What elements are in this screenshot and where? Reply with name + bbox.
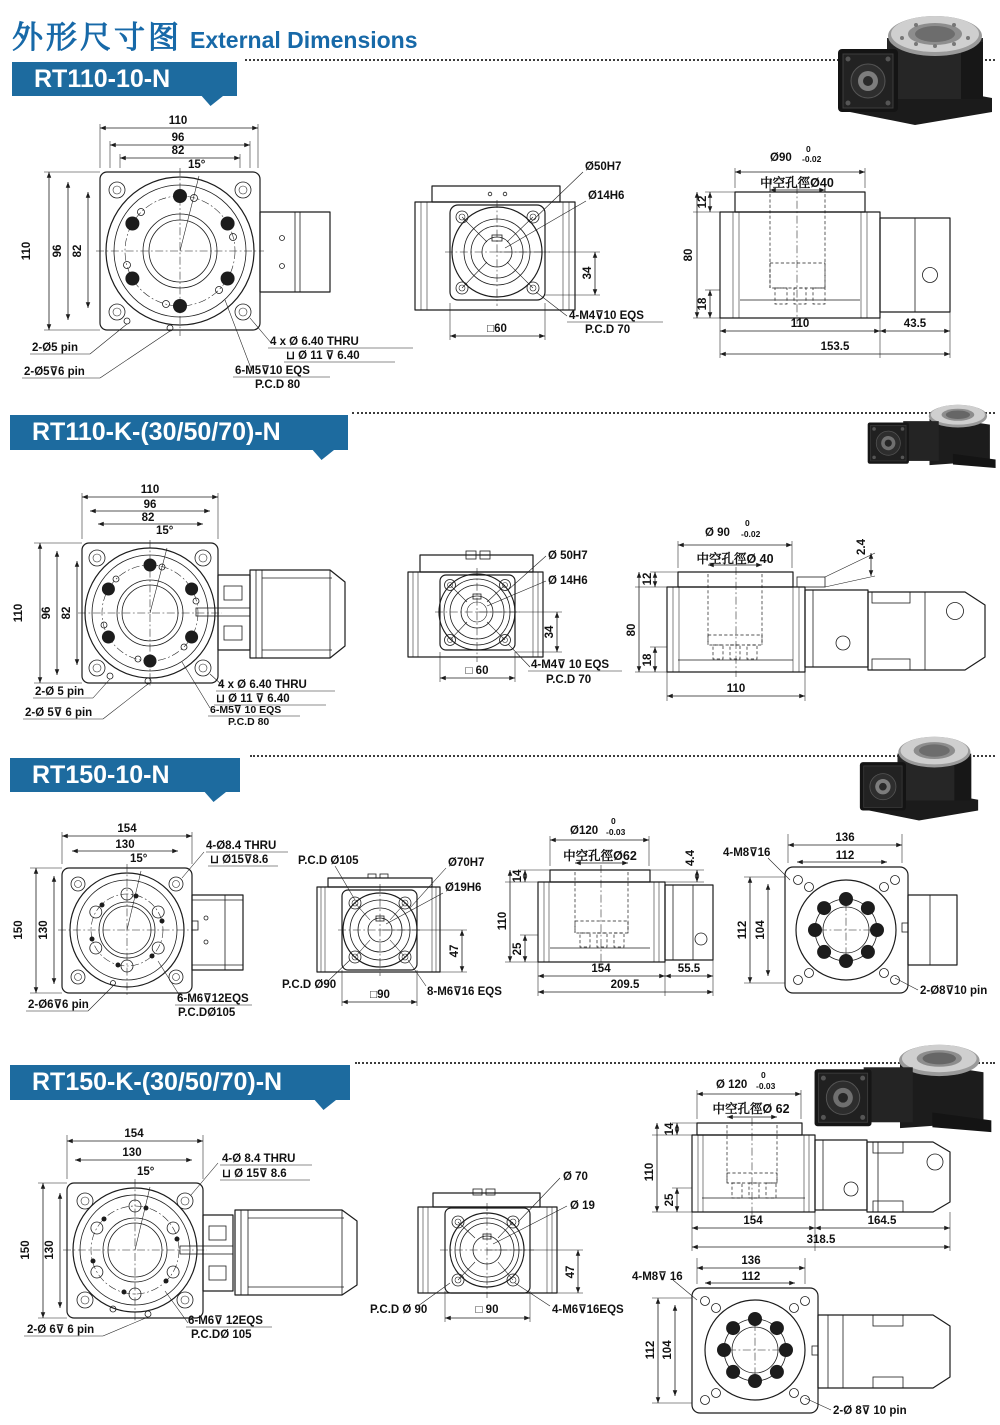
dim-130: 130 bbox=[122, 1147, 142, 1159]
dim-sq60: □ 60 bbox=[465, 665, 489, 677]
label-dia-70: Ø 70 bbox=[563, 1171, 588, 1183]
s1-front-labels bbox=[21, 115, 360, 391]
dim-12: 12 bbox=[697, 195, 709, 209]
dim-25: 25 bbox=[512, 942, 524, 956]
tol-hi: 0 bbox=[761, 1070, 766, 1080]
label-eqs1: 6-M6⊽ 12EQS bbox=[188, 1315, 263, 1327]
dim-sq60: □60 bbox=[487, 323, 507, 335]
banner-tail bbox=[197, 96, 223, 106]
dim-110b: 110 bbox=[790, 318, 810, 330]
dim-130: 130 bbox=[115, 839, 135, 851]
dim-110: 110 bbox=[644, 1162, 656, 1182]
s4-front-geometry bbox=[63, 1179, 357, 1321]
s1-side-geometry bbox=[720, 186, 950, 324]
dim-154b: 154 bbox=[743, 1215, 763, 1227]
label-4m8: 4-M8⊽ 16 bbox=[632, 1271, 683, 1283]
dim-height-110: 110 bbox=[13, 603, 25, 623]
dim-14: 14 bbox=[664, 1122, 676, 1136]
label-pin1: 2-Ø 5 pin bbox=[35, 686, 85, 698]
dim-angle-15: 15° bbox=[130, 853, 148, 865]
dim-dia-120: Ø120 bbox=[570, 825, 599, 837]
s4-mid-geometry bbox=[418, 1189, 557, 1298]
label-4m8: 4-M8⊽16 bbox=[723, 847, 771, 859]
dim-80: 80 bbox=[683, 248, 695, 262]
dim-150: 150 bbox=[13, 920, 25, 940]
s3-side-geometry bbox=[538, 865, 713, 968]
label-thru2: ⊔ Ø15⊽8.6 bbox=[210, 854, 269, 866]
dim-318-5: 318.5 bbox=[806, 1234, 836, 1246]
dim-55-5: 55.5 bbox=[677, 963, 701, 975]
rt150-k-bottom-view bbox=[360, 1148, 640, 1328]
section3-header bbox=[10, 758, 240, 792]
dim-height-82: 82 bbox=[61, 606, 73, 620]
rt150-k-back-view bbox=[628, 1250, 1000, 1425]
section4-header bbox=[10, 1065, 350, 1100]
label-dia-50h7: Ø50H7 bbox=[585, 161, 622, 173]
dim-width-110: 110 bbox=[140, 484, 160, 496]
label-thru2: ⊔ Ø 11 ⊽ 6.40 bbox=[286, 350, 360, 362]
s3-mid-geometry bbox=[317, 874, 440, 976]
label-pcd-90: P.C.D Ø90 bbox=[282, 979, 337, 991]
rt150-10-n-bottom-view bbox=[280, 838, 525, 1023]
dim-164-5: 164.5 bbox=[867, 1215, 897, 1227]
label-eqs2: P.C.DØ105 bbox=[178, 1007, 236, 1019]
label-pin: 2-Ø6⊽6 pin bbox=[28, 999, 89, 1011]
dim-136: 136 bbox=[835, 832, 855, 844]
dim-width-96: 96 bbox=[171, 132, 185, 144]
label-thru2: ⊔ Ø 11 ⊽ 6.40 bbox=[216, 693, 290, 705]
dim-dia-90: Ø 90 bbox=[705, 527, 730, 539]
dim-112: 112 bbox=[741, 1271, 761, 1283]
label-thru1: 4-Ø 8.4 THRU bbox=[222, 1153, 296, 1165]
dim-136: 136 bbox=[741, 1255, 761, 1267]
s3-back-labels bbox=[723, 832, 987, 997]
banner-tail bbox=[308, 450, 334, 460]
dim-angle-15: 15° bbox=[137, 1166, 155, 1178]
dim-width-110: 110 bbox=[168, 115, 188, 127]
dim-34: 34 bbox=[582, 266, 594, 280]
label-pcd-90: P.C.D Ø 90 bbox=[370, 1304, 428, 1316]
s1-mid-geometry bbox=[415, 186, 575, 310]
product-photo-rt150-10-n bbox=[838, 726, 1000, 822]
dim-12: 12 bbox=[642, 572, 654, 586]
rt110-k-front-view bbox=[10, 478, 395, 743]
product-photo-rt110-k bbox=[862, 380, 997, 485]
dim-110: 110 bbox=[497, 911, 509, 931]
dim-width-96: 96 bbox=[143, 499, 157, 511]
s4-side-labels bbox=[644, 1070, 897, 1246]
page-title bbox=[12, 12, 418, 57]
label-pin2: 2-Ø 5⊽ 6 pin bbox=[25, 707, 93, 719]
label-pin: 2-Ø 6⊽ 6 pin bbox=[27, 1324, 95, 1336]
label-thru1: 4 x Ø 6.40 THRU bbox=[270, 336, 359, 348]
rt150-10-n-front-view bbox=[10, 818, 300, 1028]
dim-154: 154 bbox=[124, 1128, 144, 1140]
label-pin: 2-Ø8⊽10 pin bbox=[920, 985, 988, 997]
dim-sq90: □ 90 bbox=[475, 1304, 499, 1316]
dim-80: 80 bbox=[626, 623, 638, 637]
label-pcd-70: P.C.D 70 bbox=[546, 674, 592, 686]
dim-height-82: 82 bbox=[72, 244, 84, 258]
label-dia-14h6: Ø 14H6 bbox=[548, 575, 588, 587]
page-title-zh: 外形尺寸图 bbox=[12, 20, 182, 55]
s3-side-labels bbox=[497, 816, 701, 991]
tol-lo: -0.02 bbox=[741, 529, 761, 539]
s1-front-geometry bbox=[96, 168, 330, 336]
rt110-k-side-view bbox=[625, 505, 1000, 710]
label-thru1: 4 x Ø 6.40 THRU bbox=[218, 679, 307, 691]
s3-front-geometry bbox=[58, 864, 243, 996]
label-dia-19: Ø 19 bbox=[570, 1200, 595, 1212]
dim-112v: 112 bbox=[737, 920, 749, 940]
tol-lo: -0.03 bbox=[606, 827, 626, 837]
dim-209-5: 209.5 bbox=[610, 979, 640, 991]
section2-header bbox=[10, 415, 348, 450]
dim-104: 104 bbox=[662, 1340, 674, 1360]
tol-hi: 0 bbox=[611, 816, 616, 826]
dim-130v: 130 bbox=[38, 920, 50, 940]
label-8m6-eqs: 8-M6⊽16 EQS bbox=[427, 986, 502, 998]
label-eqs2: P.C.D 80 bbox=[228, 716, 270, 728]
product-photo-rt110-10-n bbox=[830, 2, 1000, 127]
banner-tail bbox=[200, 792, 226, 802]
dim-dia-90: Ø90 bbox=[770, 152, 792, 164]
dim-dia-120: Ø 120 bbox=[716, 1079, 748, 1091]
rt110-k-bottom-view bbox=[400, 540, 635, 705]
page-title-en: External Dimensions bbox=[190, 27, 418, 53]
tol-lo: -0.03 bbox=[756, 1081, 776, 1091]
label-pin2: 2-Ø5⊽6 pin bbox=[24, 366, 85, 378]
s4-back-geometry bbox=[692, 1288, 950, 1413]
section1-header-label: RT110-10-N bbox=[34, 64, 171, 93]
label-dia-14h6: Ø14H6 bbox=[588, 190, 625, 202]
dim-110b: 110 bbox=[726, 683, 746, 695]
dim-sq90: □90 bbox=[370, 989, 390, 1001]
section1-header bbox=[12, 62, 237, 96]
banner-tail bbox=[310, 1100, 336, 1110]
dim-width-82: 82 bbox=[141, 512, 155, 524]
label-thru2: ⊔ Ø 15⊽ 8.6 bbox=[222, 1168, 287, 1180]
label-hollow-bore-40: 中空孔徑Ø40 bbox=[760, 176, 834, 190]
section3-header-label: RT150-10-N bbox=[32, 760, 170, 789]
label-hollow-bore-62: 中空孔徑Ø62 bbox=[563, 849, 637, 863]
s4-side-dims bbox=[652, 1090, 950, 1251]
label-pcd-105: P.C.D Ø105 bbox=[298, 855, 359, 867]
section2-header-label: RT110-K-(30/50/70)-N bbox=[32, 418, 281, 446]
label-eqs1: 6-M6⊽12EQS bbox=[177, 993, 249, 1005]
dim-104: 104 bbox=[755, 920, 767, 940]
dim-angle-15: 15° bbox=[188, 159, 206, 171]
label-pin: 2-Ø 8⊽ 10 pin bbox=[833, 1405, 907, 1417]
dim-18: 18 bbox=[697, 297, 709, 311]
dim-47: 47 bbox=[565, 1265, 577, 1279]
dim-18: 18 bbox=[642, 653, 654, 667]
label-eqs1: 6-M5⊽10 EQS bbox=[235, 365, 310, 377]
label-4m6-eqs: 4-M6⊽16EQS bbox=[552, 1304, 624, 1316]
label-dia-19h6: Ø19H6 bbox=[445, 882, 482, 894]
label-thru1: 4-Ø8.4 THRU bbox=[206, 840, 277, 852]
rt150-k-front-view bbox=[10, 1123, 380, 1353]
s2-mid-geometry bbox=[408, 551, 543, 662]
dim-4-4: 4.4 bbox=[685, 850, 697, 866]
dim-154: 154 bbox=[117, 823, 137, 835]
dim-43-5: 43.5 bbox=[903, 318, 927, 330]
label-pcd-70: P.C.D 70 bbox=[585, 324, 631, 336]
label-hollow-bore-62: 中空孔徑Ø 62 bbox=[712, 1102, 790, 1116]
label-dia-70h7: Ø70H7 bbox=[448, 857, 485, 869]
dim-2-4: 2.4 bbox=[856, 539, 868, 555]
dim-34: 34 bbox=[544, 625, 556, 639]
label-pin1: 2-Ø5 pin bbox=[32, 342, 79, 354]
rt150-10-n-side-view bbox=[498, 813, 750, 998]
s3-front-labels bbox=[13, 823, 276, 1019]
tol-hi: 0 bbox=[806, 144, 811, 154]
dim-150: 150 bbox=[20, 1240, 32, 1260]
s2-side-geometry bbox=[667, 567, 985, 677]
rt110-10-n-bottom-view bbox=[395, 148, 695, 393]
section4-header-label: RT150-K-(30/50/70)-N bbox=[32, 1068, 283, 1096]
label-eqs1: 6-M5⊽ 10 EQS bbox=[210, 704, 282, 716]
label-hollow-bore-40: 中空孔徑Ø 40 bbox=[696, 552, 774, 566]
label-dia-50h7: Ø 50H7 bbox=[548, 550, 588, 562]
tol-lo: -0.02 bbox=[802, 154, 822, 164]
rt150-k-side-view bbox=[628, 1068, 1000, 1253]
label-m4-eqs: 4-M4⊽10 EQS bbox=[569, 310, 644, 322]
label-m4-eqs: 4-M4⊽ 10 EQS bbox=[531, 659, 610, 671]
label-eqs2: P.C.DØ 105 bbox=[191, 1329, 252, 1341]
s4-side-geometry bbox=[692, 1118, 950, 1218]
dim-width-82: 82 bbox=[171, 145, 185, 157]
s3-back-geometry bbox=[785, 867, 957, 993]
rt110-10-n-front-view bbox=[20, 108, 420, 393]
dim-25: 25 bbox=[664, 1193, 676, 1207]
s2-side-labels bbox=[626, 518, 868, 695]
dim-height-96: 96 bbox=[41, 606, 53, 620]
dim-47: 47 bbox=[449, 944, 461, 958]
dim-153-5: 153.5 bbox=[820, 341, 850, 353]
dim-angle-15: 15° bbox=[156, 525, 174, 537]
label-eqs2: P.C.D 80 bbox=[255, 379, 301, 391]
dim-130v: 130 bbox=[44, 1240, 56, 1260]
dim-154b: 154 bbox=[591, 963, 611, 975]
rt150-10-n-back-view bbox=[718, 818, 1000, 1010]
dim-14: 14 bbox=[512, 869, 524, 883]
s2-mid-labels bbox=[466, 550, 610, 686]
dim-112: 112 bbox=[835, 850, 855, 862]
tol-hi: 0 bbox=[745, 518, 750, 528]
dim-height-110: 110 bbox=[21, 241, 33, 261]
s2-front-geometry bbox=[78, 540, 345, 688]
dim-height-96: 96 bbox=[52, 244, 64, 258]
rt110-10-n-side-view bbox=[675, 128, 1000, 383]
dim-112v: 112 bbox=[645, 1340, 657, 1360]
s4-back-labels bbox=[632, 1255, 907, 1417]
